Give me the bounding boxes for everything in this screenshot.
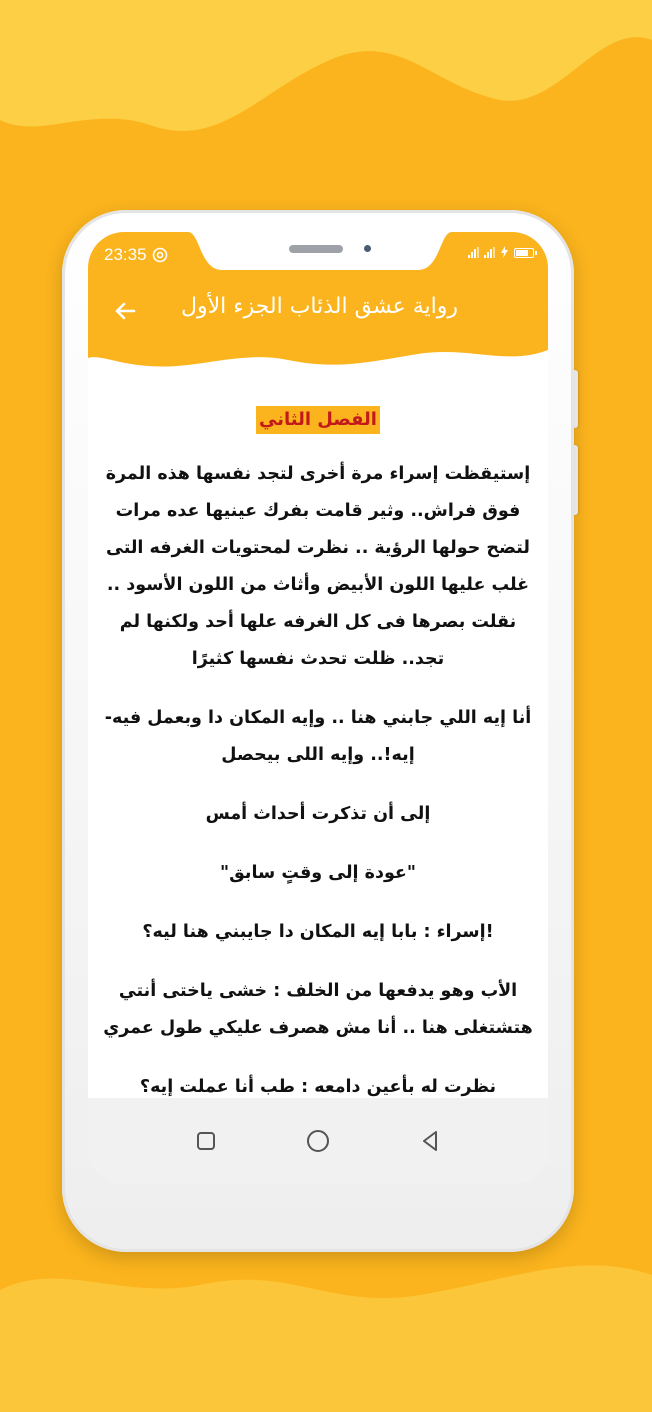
- power-button: [572, 445, 578, 515]
- speaker: [289, 245, 343, 253]
- app-title: رواية عشق الذئاب الجزء الأول: [180, 294, 458, 319]
- front-camera: [364, 245, 371, 252]
- battery-icon: [514, 248, 534, 258]
- arrow-back-icon[interactable]: [108, 294, 142, 328]
- paragraph-1: إستيقظت إسراء مرة أخرى لتجد نفسها هذه المرة فوق فراش.. وثير قامت بفرك عينيها عده مرات لتضح حولها الرؤية .. نظرت لمحتويات الغرفه التى غلب عليها اللون الأبيض وأثاث من اللون الأسود .. نقلت بصرها فى كل الغرفه علها أحد ولكنها لم تجد.. ظلت تحدث نفسها كثيرًا: [105, 464, 531, 669]
- status-icons: [468, 246, 534, 258]
- system-nav-bar: [88, 1098, 548, 1184]
- status-time: 23:35: [104, 245, 147, 264]
- chapter-content: [88, 382, 548, 1132]
- charging-icon: [500, 246, 509, 258]
- paragraph-5: !إسراء : بابا إيه المكان دا جايبني هنا ليه؟: [142, 922, 494, 942]
- paragraph-3: إلى أن تذكرت أحداث أمس: [205, 804, 431, 824]
- volume-button: [572, 370, 578, 428]
- square-recents-icon[interactable]: [189, 1124, 223, 1158]
- header-wave: [88, 340, 548, 380]
- paragraph-2: أنا إيه اللي جابني هنا .. وإيه المكان دا وبعمل فيه- إيه!.. وإيه اللى بيحصل: [104, 708, 532, 765]
- signal-icon-2: [484, 247, 495, 258]
- at-icon: [152, 247, 168, 263]
- app-bar: [88, 282, 548, 342]
- paragraph-4: "عودة إلى وقتٍ سابق": [219, 863, 416, 883]
- signal-icon: [468, 247, 479, 258]
- paragraph-6: الأب وهو يدفعها من الخلف : خشى ياختى أنتي هتشتغلى هنا .. أنا مش هصرف عليكي طول عمري: [103, 981, 533, 1038]
- triangle-back-icon[interactable]: [413, 1124, 447, 1158]
- header-area: [88, 232, 548, 342]
- phone-screen: [88, 232, 548, 1184]
- chapter-title: الفصل الثاني: [256, 406, 380, 434]
- paragraph-7: نظرت له بأعين دامعه : طب أنا عملت إيه؟: [139, 1077, 497, 1097]
- circle-home-icon[interactable]: [301, 1124, 335, 1158]
